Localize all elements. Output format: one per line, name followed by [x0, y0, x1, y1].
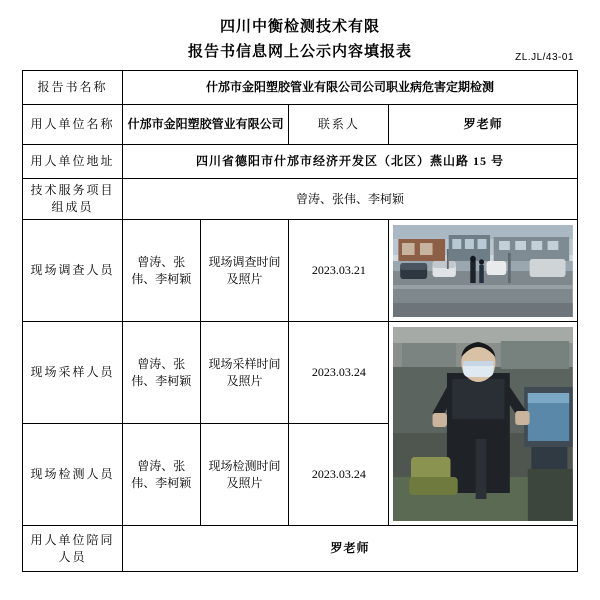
label-site-detection-staff: 现场检测人员 — [23, 424, 123, 526]
table-row-employer-name — [23, 105, 578, 145]
document-header — [22, 16, 578, 64]
label-report-name: 报告书名称 — [23, 71, 123, 105]
label-employer-name: 用人单位名称 — [23, 105, 123, 145]
value-employer-name: 什邡市金阳塑胶管业有限公司 — [122, 105, 288, 145]
value-site-detection-date: 2023.03.24 — [289, 424, 389, 526]
value-site-sampling-date: 2023.03.24 — [289, 322, 389, 424]
table-row-site-survey — [23, 220, 578, 322]
label-site-sampling-staff: 现场采样人员 — [23, 322, 123, 424]
value-site-survey-date: 2023.03.21 — [289, 220, 389, 322]
site-survey-photo-cell — [389, 220, 578, 322]
value-employer-address: 四川省德阳市什邡市经济开发区（北区）燕山路 15 号 — [122, 145, 577, 179]
public-disclosure-table — [22, 70, 578, 572]
value-tech-service-members: 曾涛、张伟、李柯颖 — [122, 179, 577, 220]
table-row-report-name — [23, 71, 578, 105]
label-site-survey-staff: 现场调查人员 — [23, 220, 123, 322]
value-site-survey-members: 曾涛、张伟、李柯颖 — [122, 220, 200, 322]
page-title-line2: 报告书信息网上公示内容填报表 — [187, 44, 412, 60]
value-report-name: 什邡市金阳塑胶管业有限公司公司职业病危害定期检测 — [122, 71, 577, 105]
label-accompany-staff: 用人单位陪同人员 — [23, 526, 123, 572]
table-row-accompany — [23, 526, 578, 572]
label-contact-person: 联系人 — [289, 105, 389, 145]
value-site-sampling-members: 曾涛、张伟、李柯颖 — [122, 322, 200, 424]
label-employer-address: 用人单位地址 — [23, 145, 123, 179]
table-row-employer-address — [23, 145, 578, 179]
document-code: ZL.JL/43-01 — [515, 52, 574, 63]
site-sampling-photo — [393, 327, 573, 521]
table-row-site-sampling — [23, 322, 578, 424]
site-survey-photo — [393, 225, 573, 317]
table-row-tech-service — [23, 179, 578, 220]
page-title-line2-wrap — [22, 40, 578, 64]
page-title-line1: 四川中衡检测技术有限 — [219, 19, 380, 35]
label-site-detection-desc: 现场检测时间及照片 — [200, 424, 289, 526]
value-accompany-staff: 罗老师 — [122, 526, 577, 572]
value-contact-person: 罗老师 — [389, 105, 578, 145]
value-site-detection-members: 曾涛、张伟、李柯颖 — [122, 424, 200, 526]
label-site-sampling-desc: 现场采样时间及照片 — [200, 322, 289, 424]
site-sampling-photo-cell — [389, 322, 578, 526]
label-site-survey-desc: 现场调查时间及照片 — [200, 220, 289, 322]
label-tech-service-members: 技术服务项目组成员 — [23, 179, 123, 220]
